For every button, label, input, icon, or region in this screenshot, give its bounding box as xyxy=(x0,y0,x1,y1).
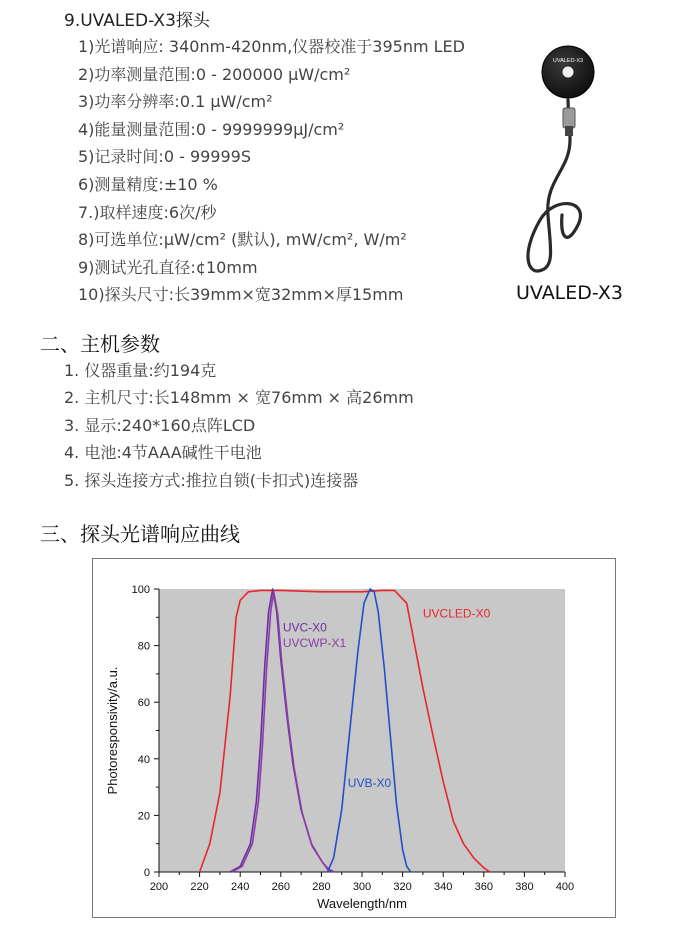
probe-spec-item: 3)功率分辨率:0.1 μW/cm² xyxy=(78,92,273,112)
main-section-title: 二、主机参数 xyxy=(40,332,160,356)
series-label: UVB-X0 xyxy=(347,776,392,791)
main-spec-item: 5. 探头连接方式:推拉自锁(卡扣式)连接器 xyxy=(64,470,359,490)
main-spec-item: 2. 主机尺寸:长148mm × 宽76mm × 高26mm xyxy=(64,388,414,408)
probe-spec-item: 1)光谱响应: 340nm-420nm,仪器校准于395nm LED xyxy=(78,37,465,56)
x-tick-label: 320 xyxy=(393,881,412,893)
y-axis-title: Photoresponsivity/a.u. xyxy=(105,666,120,795)
x-tick-label: 220 xyxy=(190,881,209,893)
x-tick-label: 300 xyxy=(352,881,372,893)
x-tick-label: 360 xyxy=(474,881,493,893)
x-tick-label: 240 xyxy=(231,881,250,893)
x-tick-label: 340 xyxy=(434,881,453,893)
spectral-response-chart xyxy=(92,558,616,918)
probe-image xyxy=(500,40,650,280)
probe-spec-item: 9)测试光孔直径:¢10mm xyxy=(78,257,258,277)
x-tick-label: 400 xyxy=(555,881,575,893)
x-tick-label: 260 xyxy=(271,881,290,893)
y-tick-label: 0 xyxy=(143,867,150,879)
probe-spec-item: 7.)取样速度:6次/秒 xyxy=(78,202,217,222)
series-label: UVCLED-X0 xyxy=(422,606,491,621)
x-tick-label: 380 xyxy=(515,881,534,893)
y-tick-label: 100 xyxy=(131,584,150,596)
probe-section-title: 9.UVALED-X3探头 xyxy=(64,11,210,31)
main-spec-item: 3. 显示:240*160点阵LCD xyxy=(64,415,256,435)
x-tick-label: 200 xyxy=(149,881,169,893)
y-tick-label: 20 xyxy=(137,810,150,823)
probe-spec-item: 8)可选单位:μW/cm² (默认), mW/cm², W/m² xyxy=(78,230,407,250)
probe-device-label: UVALED-X3 xyxy=(552,58,584,64)
probe-spec-item: 6)测量精度:±10 % xyxy=(78,175,218,194)
probe-spec-item: 10)探头尺寸:长39mm×宽32mm×厚15mm xyxy=(78,285,404,305)
probe-image-caption: UVALED-X3 xyxy=(516,282,623,304)
x-tick-label: 280 xyxy=(312,881,331,893)
chart-svg xyxy=(93,559,615,917)
y-tick-label: 40 xyxy=(137,753,150,766)
y-tick-label: 60 xyxy=(137,697,150,710)
probe-spec-item: 5)记录时间:0 - 99999S xyxy=(78,147,251,167)
series-label: UVC-X0 xyxy=(282,620,327,635)
probe-spec-item: 4)能量测量范围:0 - 9999999μJ/cm² xyxy=(78,119,345,139)
main-spec-item: 1. 仪器重量:约194克 xyxy=(64,361,217,380)
x-axis-title: Wavelength/nm xyxy=(317,896,407,911)
main-spec-item: 4. 电池:4节AAA碱性干电池 xyxy=(64,443,262,463)
y-tick-label: 80 xyxy=(137,640,150,653)
probe-spec-item: 2)功率测量范围:0 - 200000 μW/cm² xyxy=(78,64,351,84)
series-label: UVCWP-X1 xyxy=(282,636,347,651)
curve-section-title: 三、探头光谱响应曲线 xyxy=(40,522,240,546)
plot-area xyxy=(159,589,565,872)
